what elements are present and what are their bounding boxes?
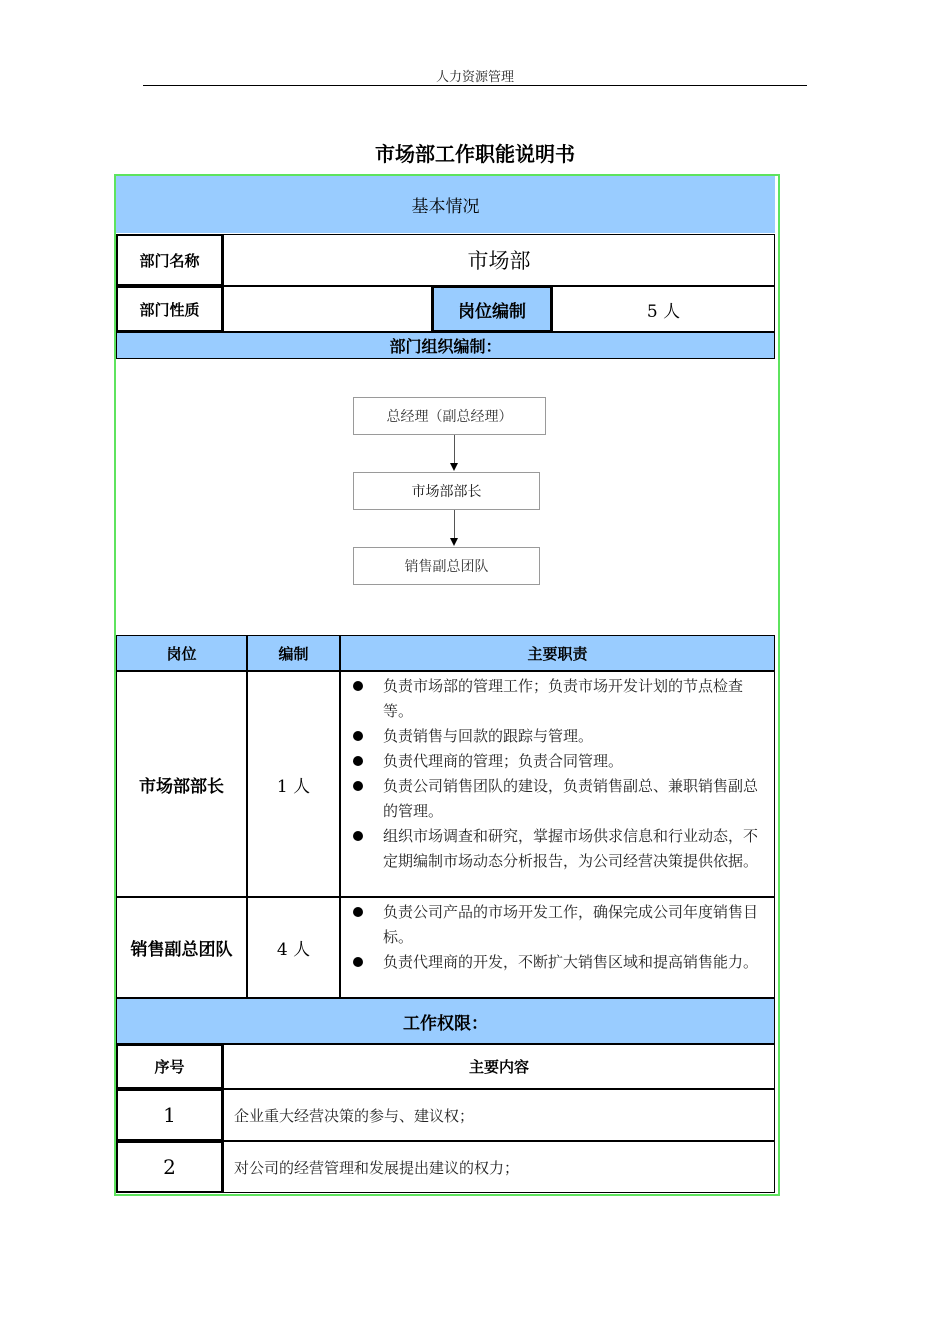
duty-item: 负责代理商的开发，不断扩大销售区域和提高销售能力。: [353, 950, 768, 975]
col-header-headcount: 编制: [247, 635, 340, 671]
document-title: 市场部工作职能说明书: [375, 142, 575, 166]
authority-row-content: 对公司的经营管理和发展提出建议的权力；: [223, 1141, 775, 1193]
org-box-sales-team: 销售副总团队: [353, 547, 540, 585]
arrow-down-icon: [450, 538, 458, 546]
duty-item: 负责公司产品的市场开发工作，确保完成公司年度销售目标。: [353, 900, 768, 950]
authority-row-content: 企业重大经营决策的参与、建议权；: [223, 1089, 775, 1141]
duty-item: 负责销售与回款的跟踪与管理。: [353, 724, 768, 749]
duty-item: 负责公司销售团队的建设，负责销售副总、兼职销售副总的管理。: [353, 774, 768, 824]
col-header-duties: 主要职责: [340, 635, 775, 671]
staffing-value: 5 人: [552, 286, 775, 332]
col-header-position: 岗位: [116, 635, 247, 671]
staffing-label: 岗位编制: [432, 286, 552, 332]
bullet-icon: [353, 781, 363, 791]
position-name: 销售副总团队: [116, 897, 247, 998]
org-section-header: 部门组织编制：: [116, 332, 775, 359]
bullet-icon: [353, 731, 363, 741]
dept-name-value: 市场部: [223, 234, 775, 286]
duties-list: [340, 671, 775, 897]
dept-name-label: 部门名称: [116, 234, 223, 286]
authority-row-no: 2: [116, 1141, 223, 1193]
bullet-icon: [353, 907, 363, 917]
dept-nature-value: [223, 286, 432, 332]
duties-list: [340, 897, 775, 998]
authority-col-content: 主要内容: [223, 1044, 775, 1089]
page-header: 人力资源管理: [435, 70, 514, 85]
bullet-icon: [353, 681, 363, 691]
authority-section-header: 工作权限：: [116, 998, 775, 1044]
org-box-market-head: 市场部部长: [353, 472, 540, 510]
arrow-down-icon: [450, 463, 458, 471]
authority-row-no: 1: [116, 1089, 223, 1141]
bullet-icon: [353, 756, 363, 766]
authority-col-no: 序号: [116, 1044, 223, 1089]
duty-item: 负责市场部的管理工作；负责市场开发计划的节点检查等。: [353, 674, 768, 724]
position-headcount: 1 人: [247, 671, 340, 897]
position-name: 市场部部长: [116, 671, 247, 897]
dept-nature-label: 部门性质: [116, 286, 223, 332]
header-rule: [143, 85, 807, 86]
duty-item: 负责代理商的管理；负责合同管理。: [353, 749, 768, 774]
org-connector: [454, 435, 455, 464]
position-headcount: 4 人: [247, 897, 340, 998]
bullet-icon: [353, 831, 363, 841]
basic-section-header: 基本情况: [116, 176, 775, 233]
duty-item: 组织市场调查和研究，掌握市场供求信息和行业动态，不定期编制市场动态分析报告，为公司经营决策提供依据。: [353, 824, 768, 874]
org-connector: [454, 510, 455, 539]
bullet-icon: [353, 957, 363, 967]
org-box-general-manager: 总经理（副总经理）: [353, 397, 546, 435]
